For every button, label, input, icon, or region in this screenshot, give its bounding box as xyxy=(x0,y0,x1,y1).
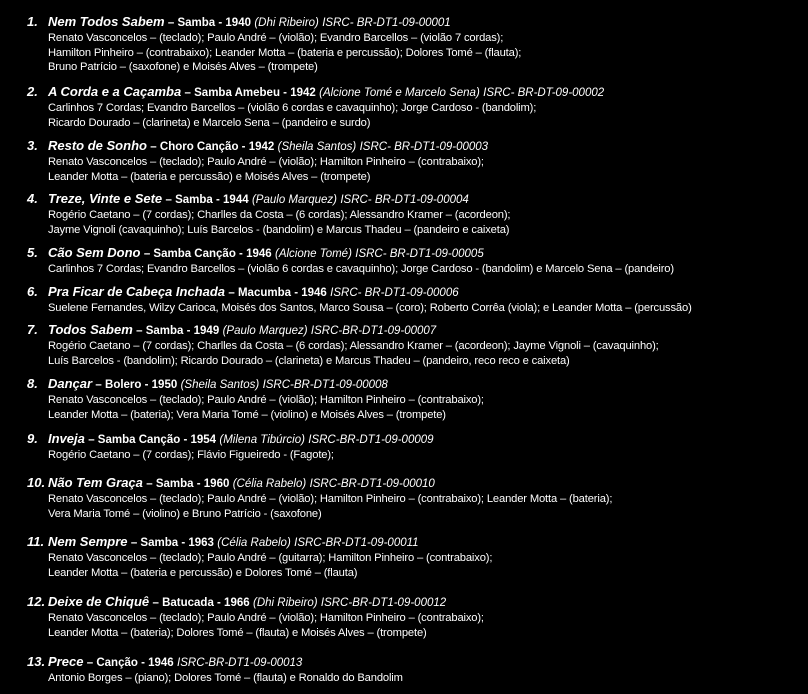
track-composer: (Dhi Ribeiro) xyxy=(253,597,318,609)
track-number: 2. xyxy=(27,84,38,99)
track-musicians xyxy=(27,262,800,277)
track-entry xyxy=(27,14,800,75)
musicians-line: Renato Vasconcelos – (teclado); Paulo André – (violão); Hamilton Pinheiro – (contrabaixo); Leander Motta – (bateria); xyxy=(48,493,613,505)
musicians-line: Leander Motta – (bateria e percussão) e Moisés Alves – (trompete) xyxy=(48,170,371,183)
track-number: 12. xyxy=(27,594,46,609)
track-composer: (Célia Rabelo) xyxy=(217,537,291,549)
track-title: Nem Todos Sabem xyxy=(48,14,165,29)
track-title: Nem Sempre xyxy=(48,534,128,549)
track-composer: (Milena Tibúrcio) xyxy=(219,434,305,446)
track-number: 5. xyxy=(27,245,38,260)
track-heading xyxy=(27,654,800,671)
track-genre-year: – Batucada - 1966 xyxy=(152,597,250,609)
track-isrc: ISRC- BR-DT1-09-00005 xyxy=(355,248,484,260)
track-musicians xyxy=(27,611,800,640)
musicians-line: Rogério Caetano – (7 cordas); Charlles da Costa – (6 cordas); Alessandro Kramer – (acordeon); Jayme Vignoli – (cavaquinho); xyxy=(48,340,659,352)
track-entry xyxy=(27,84,800,130)
track-composer: (Dhi Ribeiro) xyxy=(254,17,319,29)
track-composer: (Sheila Santos) xyxy=(277,141,357,153)
track-genre-year: – Samba - 1949 xyxy=(136,325,220,337)
track-entry xyxy=(27,431,800,463)
track-heading xyxy=(27,84,800,101)
track-entry xyxy=(27,475,800,521)
track-composer: (Paulo Marquez) xyxy=(222,325,308,337)
track-composer: (Célia Rabelo) xyxy=(232,478,307,490)
track-entry xyxy=(27,284,800,316)
track-heading xyxy=(27,138,800,155)
track-genre-year: – Samba Canção - 1954 xyxy=(88,434,217,446)
track-number: 9. xyxy=(27,431,38,446)
track-composer: (Alcione Tomé e Marcelo Sena) xyxy=(319,87,480,99)
track-heading xyxy=(27,431,800,448)
track-number: 8. xyxy=(27,376,38,391)
track-title: Inveja xyxy=(48,431,85,446)
musicians-line: Renato Vasconcelos – (teclado); Paulo André – (violão); Hamilton Pinheiro – (contrabaixo); xyxy=(48,612,484,624)
track-heading xyxy=(27,322,800,339)
musicians-line: Renato Vasconcelos – (teclado); Paulo André – (violão); Hamilton Pinheiro – (contrabaixo); xyxy=(48,156,484,168)
track-entry xyxy=(27,376,800,422)
track-isrc: ISRC-BR-DT1-09-00011 xyxy=(294,537,419,549)
track-musicians xyxy=(27,208,800,237)
track-number: 3. xyxy=(27,138,38,153)
track-number: 11. xyxy=(27,534,45,549)
track-heading xyxy=(27,534,800,551)
musicians-line: Antonio Borges – (piano); Dolores Tomé – (flauta) e Ronaldo do Bandolim xyxy=(48,672,403,684)
track-composer: (Alcione Tomé) xyxy=(275,248,352,260)
track-entry xyxy=(27,594,800,640)
track-genre-year: – Samba - 1960 xyxy=(146,478,230,490)
track-entry xyxy=(27,534,800,580)
track-musicians xyxy=(27,448,800,463)
track-entry xyxy=(27,191,800,237)
track-heading xyxy=(27,475,800,492)
musicians-line: Leander Motta – (bateria); Dolores Tomé – (flauta) e Moisés Alves – (trompete) xyxy=(48,626,427,639)
musicians-line: Luís Barcelos - (bandolim); Ricardo Dourado – (clarineta) e Marcus Thadeu – (pandeiro, reco reco e caixeta) xyxy=(48,354,570,367)
musicians-line: Rogério Caetano – (7 cordas); Charlles da Costa – (6 cordas); Alessandro Kramer – (acordeon); xyxy=(48,209,511,221)
track-isrc: ISRC- BR-DT1-09-00006 xyxy=(330,287,459,299)
track-title: Dançar xyxy=(48,376,93,391)
track-title: Resto de Sonho xyxy=(48,138,147,153)
musicians-line: Renato Vasconcelos – (teclado); Paulo André – (violão); Hamilton Pinheiro – (contrabaixo); xyxy=(48,394,484,406)
track-number: 7. xyxy=(27,322,38,337)
track-genre-year: – Macumba - 1946 xyxy=(228,287,327,299)
track-title: Cão Sem Dono xyxy=(48,245,141,260)
track-number: 1. xyxy=(27,14,38,29)
track-heading xyxy=(27,284,800,301)
track-isrc: ISRC-BR-DT1-09-00012 xyxy=(320,597,447,609)
track-entry xyxy=(27,245,800,277)
musicians-line: Bruno Patrício – (saxofone) e Moisés Alves – (trompete) xyxy=(48,61,318,74)
track-number: 13. xyxy=(27,654,46,669)
musicians-line: Renato Vasconcelos – (teclado); Paulo André – (guitarra); Hamilton Pinheiro – (contrabaixo); xyxy=(48,552,493,564)
track-musicians xyxy=(27,339,800,368)
track-heading xyxy=(27,594,800,611)
track-heading xyxy=(27,245,800,262)
track-musicians xyxy=(27,155,800,184)
track-genre-year: – Samba - 1944 xyxy=(165,194,249,206)
track-number: 4. xyxy=(27,191,38,206)
track-title: Pra Ficar de Cabeça Inchada xyxy=(48,284,226,299)
track-isrc: ISRC-BR-DT1-09-00013 xyxy=(177,657,303,669)
musicians-line: Leander Motta – (bateria); Vera Maria Tomé – (violino) e Moisés Alves – (trompete) xyxy=(48,408,446,421)
track-isrc: ISRC- BR-DT1-09-00001 xyxy=(322,17,451,29)
track-entry xyxy=(27,138,800,184)
track-heading xyxy=(27,14,800,31)
track-number: 6. xyxy=(27,284,38,299)
track-number: 10. xyxy=(27,475,46,490)
musicians-line: Hamilton Pinheiro – (contrabaixo); Leander Motta – (bateria e percussão); Dolores Tomé – (flauta); xyxy=(48,46,522,59)
track-isrc: ISRC-BR-DT1-09-00007 xyxy=(310,325,437,337)
track-musicians xyxy=(27,551,800,580)
track-title: Treze, Vinte e Sete xyxy=(48,191,163,206)
track-musicians xyxy=(27,301,800,316)
track-musicians xyxy=(27,393,800,422)
track-title: Todos Sabem xyxy=(48,322,133,337)
musicians-line: Leander Motta – (bateria e percussão) e Dolores Tomé – (flauta) xyxy=(48,566,358,579)
track-genre-year: – Samba Canção - 1946 xyxy=(143,248,272,260)
track-title: Deixe de Chiquê xyxy=(48,594,150,609)
track-entry xyxy=(27,322,800,368)
track-genre-year: – Canção - 1946 xyxy=(86,657,174,669)
musicians-line: Carlinhos 7 Cordas; Evandro Barcellos – (violão 6 cordas e cavaquinho); Jorge Cardoso - (bandolim); xyxy=(48,102,537,114)
track-isrc: ISRC-BR-DT1-09-00010 xyxy=(309,478,435,490)
track-isrc: ISRC-BR-DT1-09-00009 xyxy=(308,434,434,446)
track-genre-year: – Samba Amebeu - 1942 xyxy=(184,87,316,99)
track-isrc: ISRC-BR-DT1-09-00008 xyxy=(262,379,388,391)
track-composer: (Paulo Marquez) xyxy=(251,194,337,206)
track-entry xyxy=(27,654,800,686)
track-genre-year: – Samba - 1940 xyxy=(167,17,251,29)
track-isrc: ISRC- BR-DT1-09-00004 xyxy=(340,194,469,206)
track-title: Prece xyxy=(48,654,84,669)
track-genre-year: – Choro Canção - 1942 xyxy=(150,141,275,153)
musicians-line: Rogério Caetano – (7 cordas); Flávio Figueiredo - (Fagote); xyxy=(48,449,334,461)
track-heading xyxy=(27,376,800,393)
musicians-line: Jayme Vignoli (cavaquinho); Luís Barcelos - (bandolim) e Marcus Thadeu – (pandeiro e caixeta) xyxy=(48,223,510,236)
track-title: Não Tem Graça xyxy=(48,475,143,490)
musicians-line: Renato Vasconcelos – (teclado); Paulo André – (violão); Evandro Barcellos – (violão 7 cordas); xyxy=(48,32,504,44)
musicians-line: Carlinhos 7 Cordas; Evandro Barcellos – (violão 6 cordas e cavaquinho); Jorge Cardoso - (bandolim) e Marcelo Sena – (pandeiro) xyxy=(48,263,674,275)
musicians-line: Suelene Fernandes, Wilzy Carioca, Moisés dos Santos, Marco Sousa – (coro); Roberto Corrêa (viola); e Leander Motta – (percussão) xyxy=(48,302,692,314)
track-musicians xyxy=(27,671,800,686)
track-composer: (Sheila Santos) xyxy=(180,379,260,391)
musicians-line: Ricardo Dourado – (clarineta) e Marcelo Sena – (pandeiro e surdo) xyxy=(48,116,371,129)
musicians-line: Vera Maria Tomé – (violino) e Bruno Patrício - (saxofone) xyxy=(48,507,322,520)
track-musicians xyxy=(27,31,800,75)
track-isrc: ISRC- BR-DT-09-00002 xyxy=(483,87,605,99)
track-isrc: ISRC- BR-DT1-09-00003 xyxy=(359,141,489,153)
track-musicians xyxy=(27,492,800,521)
track-genre-year: – Bolero - 1950 xyxy=(95,379,178,391)
track-heading xyxy=(27,191,800,208)
track-title: A Corda e a Caçamba xyxy=(48,84,182,99)
track-musicians xyxy=(27,101,800,130)
track-genre-year: – Samba - 1963 xyxy=(130,537,214,549)
